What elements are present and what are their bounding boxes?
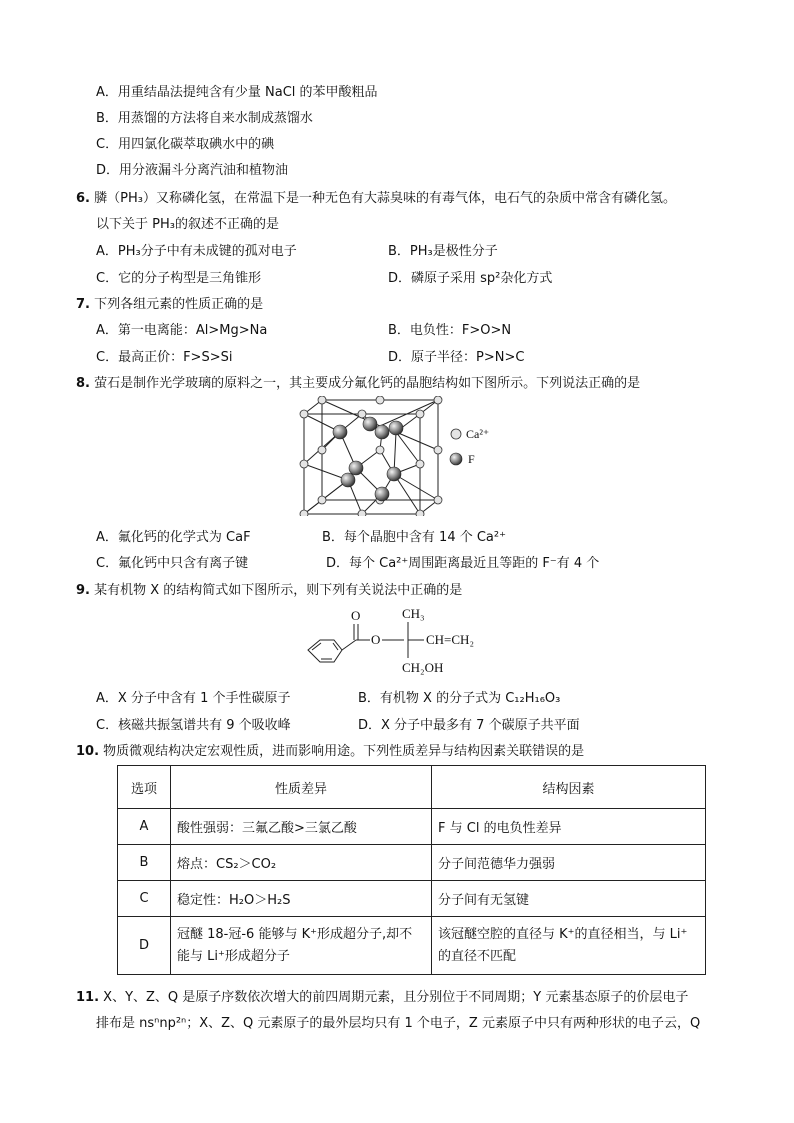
- fluorite-unit-cell-figure: [298, 396, 498, 516]
- ca-ion: [434, 446, 442, 454]
- legend-f-label: F: [468, 452, 475, 466]
- q6-stem-2: 以下关于 PH₃的叙述不正确的是: [96, 217, 279, 232]
- structure-bonds: [308, 622, 424, 662]
- struct-ch3: CH₃: [402, 606, 425, 621]
- q9-option-d: D．X 分子中最多有 7 个碳原子共平面: [358, 718, 580, 733]
- struct-ester-o: O: [371, 632, 381, 647]
- q6-option-a: A．PH₃分子中有未成键的孤对电子: [96, 244, 297, 259]
- ca-ion: [358, 510, 366, 516]
- table-row: [118, 917, 706, 975]
- f-ion: [387, 467, 401, 481]
- row-cause: 分子间有无氢键: [432, 881, 706, 917]
- ca-ion: [376, 446, 384, 454]
- legend-ca-label: Ca²⁺: [466, 427, 490, 441]
- q7-stem: [76, 296, 263, 314]
- row-cause: 分子间范德华力强弱: [432, 845, 706, 881]
- header-property: 性质差异: [171, 766, 432, 809]
- f-ion: [333, 425, 347, 439]
- row-option: B: [118, 845, 171, 881]
- row-option: A: [118, 809, 171, 845]
- q7-number: 7.: [76, 297, 90, 312]
- legend-f-swatch: [450, 453, 462, 465]
- struct-ch2oh: CH₂OH: [402, 660, 444, 675]
- q8-option-d: D．每个 Ca²⁺周围距离最近且等距的 F⁻有 4 个: [326, 556, 600, 571]
- q10-stem-text: 物质微观结构决定宏观性质，进而影响用途。下列性质差异与结构因素关联错误的是: [103, 744, 585, 759]
- f-ion: [375, 487, 389, 501]
- q8-option-b: B．每个晶胞中含有 14 个 Ca²⁺: [322, 530, 506, 545]
- row-option: D: [118, 917, 171, 975]
- row-cause: F 与 Cl 的电负性差异: [432, 809, 706, 845]
- table-row: [118, 809, 706, 845]
- q8-stem-text: 萤石是制作光学玻璃的原料之一，其主要成分氟化钙的晶胞结构如下图所示。下列说法正确的是: [94, 376, 641, 391]
- legend-ca-swatch: [451, 429, 461, 439]
- f-ion: [349, 461, 363, 475]
- q11-stem-2: 排布是 nsⁿnp²ⁿ；X、Z、Q 元素原子的最外层均只有 1 个电子，Z 元素原子中只有两种形状的电子云，Q: [96, 1016, 701, 1031]
- header-option: 选项: [118, 766, 171, 809]
- q10-number: 10.: [76, 744, 100, 759]
- q5-option-d: D．用分液漏斗分离汽油和植物油: [96, 163, 289, 178]
- row-option: C: [118, 881, 171, 917]
- q5-option-c: C．用四氯化碳萃取碘水中的碘: [96, 137, 275, 152]
- table-row: [118, 845, 706, 881]
- q7-option-d: D．原子半径：P>N>C: [388, 350, 525, 365]
- f-ion: [389, 421, 403, 435]
- header-cause: 结构因素: [432, 766, 706, 809]
- q9-number: 9.: [76, 583, 90, 598]
- q6-number: 6.: [76, 191, 90, 206]
- q7-stem-text: 下列各组元素的性质正确的是: [94, 297, 264, 312]
- ca-ion: [300, 460, 308, 468]
- structure-formula-x: [302, 602, 502, 682]
- q7-option-b: B．电负性：F>O>N: [388, 323, 512, 338]
- q11-stem-text-1: X、Y、Z、Q 是原子序数依次增大的前四周期元素，且分别位于不同周期；Y 元素基态原子的价层电子: [103, 990, 689, 1005]
- ca-ion: [318, 396, 326, 404]
- ca-ion: [434, 496, 442, 504]
- ca-ion: [434, 396, 442, 404]
- q8-option-a: A．氟化钙的化学式为 CaF: [96, 530, 251, 545]
- f-ion: [341, 473, 355, 487]
- q8-number: 8.: [76, 376, 90, 391]
- q11-number: 11.: [76, 990, 100, 1005]
- q10-stem: [76, 743, 584, 761]
- q9-stem: [76, 582, 462, 600]
- ca-ion: [318, 446, 326, 454]
- row-property: 冠醚 18-冠-6 能够与 K⁺形成超分子,却不能与 Li⁺形成超分子: [171, 917, 432, 975]
- ca-ion: [300, 510, 308, 516]
- ca-ion: [416, 410, 424, 418]
- q6-option-d: D．磷原子采用 sp²杂化方式: [388, 271, 553, 286]
- q11-stem-1: [76, 989, 688, 1007]
- q6-option-b: B．PH₃是极性分子: [388, 244, 498, 259]
- struct-carbonyl-o: O: [351, 608, 361, 623]
- table-row: [118, 881, 706, 917]
- q7-option-c: C．最高正价：F>S>Si: [96, 350, 233, 365]
- ca-ion: [416, 460, 424, 468]
- q9-option-a: A．X 分子中含有 1 个手性碳原子: [96, 691, 291, 706]
- ca-ion: [358, 410, 366, 418]
- q8-stem: [76, 375, 640, 393]
- q5-option-b: B．用蒸馏的方法将自来水制成蒸馏水: [96, 111, 313, 126]
- row-property: 酸性强弱：三氟乙酸>三氯乙酸: [171, 809, 432, 845]
- q5-option-a: A．用重结晶法提纯含有少量 NaCl 的苯甲酸粗品: [96, 85, 378, 100]
- f-ion: [375, 425, 389, 439]
- table-header-row: [118, 766, 706, 809]
- ca-ion: [376, 396, 384, 404]
- row-cause: 该冠醚空腔的直径与 K⁺的直径相当，与 Li⁺的直径不匹配: [432, 917, 706, 975]
- q6-stem-text-1: 膦（PH₃）又称磷化氢，在常温下是一种无色有大蒜臭味的有毒气体，电石气的杂质中常含有磷化氢。: [94, 191, 676, 206]
- ca-ion: [300, 410, 308, 418]
- f-ion: [363, 417, 377, 431]
- q8-option-c: C．氟化钙中只含有离子键: [96, 556, 249, 571]
- row-property: 熔点：CS₂＞CO₂: [171, 845, 432, 881]
- struct-vinyl: CH=CH₂: [426, 632, 474, 647]
- ca-ion: [318, 496, 326, 504]
- row-property: 稳定性：H₂O＞H₂S: [171, 881, 432, 917]
- q9-stem-text: 某有机物 X 的结构简式如下图所示，则下列有关说法中正确的是: [94, 583, 463, 598]
- q9-option-c: C．核磁共振氢谱共有 9 个吸收峰: [96, 718, 291, 733]
- q10-table: [117, 765, 706, 975]
- q7-option-a: A．第一电离能：Al>Mg>Na: [96, 323, 268, 338]
- q6-stem-1: [76, 190, 676, 208]
- q6-option-c: C．它的分子构型是三角锥形: [96, 271, 262, 286]
- ca-ion: [416, 510, 424, 516]
- q9-option-b: B．有机物 X 的分子式为 C₁₂H₁₆O₃: [358, 691, 561, 706]
